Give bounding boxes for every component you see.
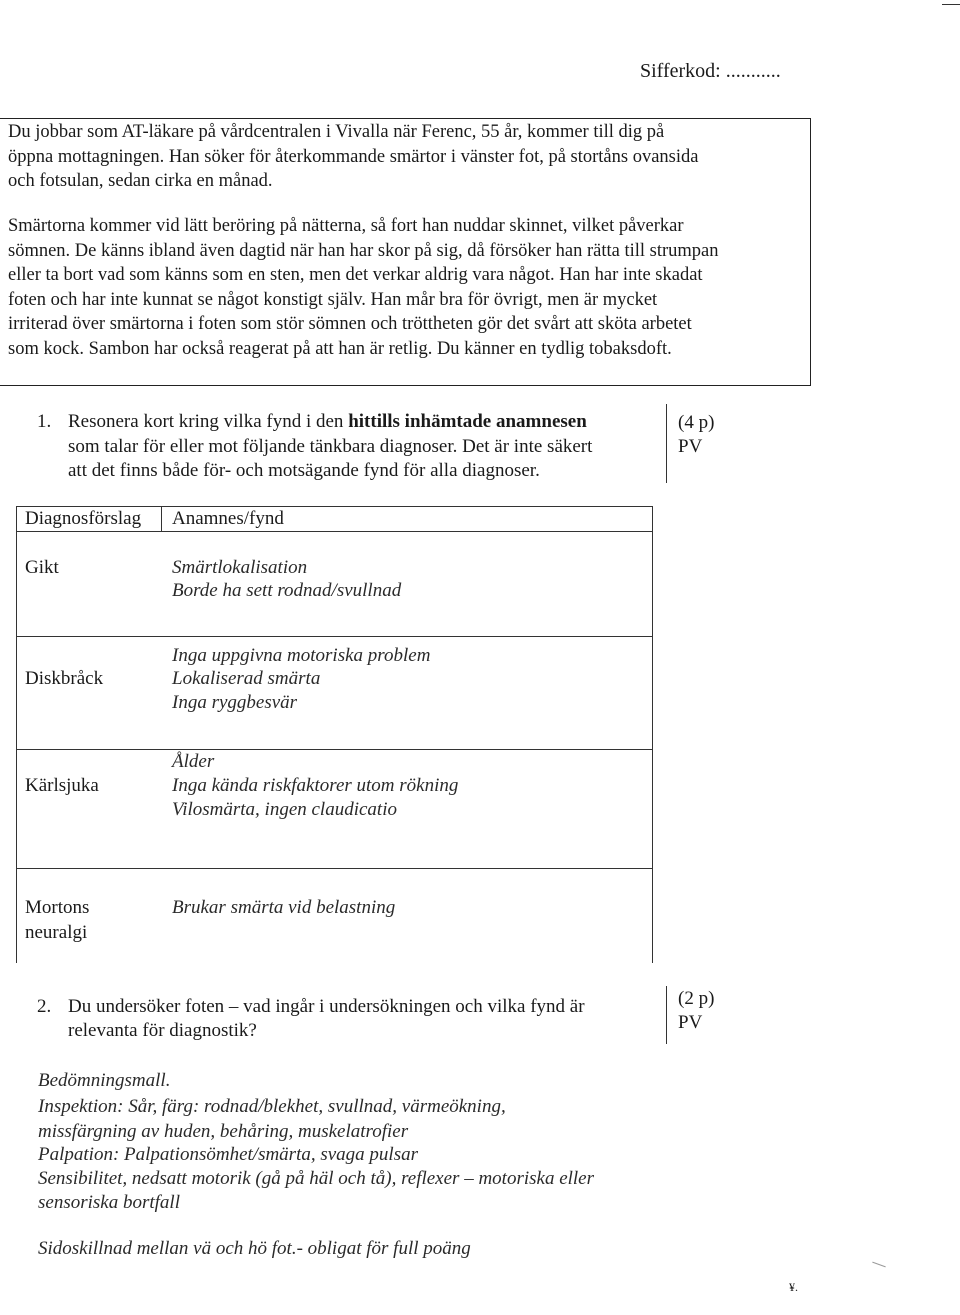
code-label: Sifferkod: ........... bbox=[640, 60, 781, 82]
table-border-right bbox=[652, 749, 653, 868]
table-header-findings: Anamnes/fynd bbox=[172, 508, 284, 529]
question-1-line: att det finns både för- och motsägande fynd för alla diagnoser. bbox=[68, 460, 540, 481]
finding-cell: Lokaliserad smärta bbox=[172, 668, 321, 689]
finding-cell: Inga kända riskfaktorer utom rökning bbox=[172, 775, 459, 796]
points-divider bbox=[666, 986, 667, 1044]
question-1-emphasis: hittills inhämtade anamnesen bbox=[348, 411, 587, 432]
case-line: irriterad över smärtorna i foten som stör sömnen och tröttheten gör det svårt att sköta arbetet bbox=[8, 314, 692, 334]
answer-note: Sidoskillnad mellan vä och hö fot.- obligat för full poäng bbox=[38, 1238, 471, 1259]
question-2-number: 2. bbox=[37, 996, 52, 1017]
case-line: eller ta bort vad som känns som en sten, men det verkar aldrig vara något. Han har inte skadat bbox=[8, 265, 703, 285]
question-2-line: Du undersöker foten – vad ingår i undersökningen och vilka fynd är bbox=[68, 996, 585, 1017]
case-line: sömnen. De känns ibland även dagtid när han har skor på sig, då försöker han rätta till strumpan bbox=[8, 241, 719, 261]
footer-mark: ¥. bbox=[789, 1280, 798, 1294]
question-1-pv: PV bbox=[678, 436, 703, 457]
table-border-left bbox=[16, 636, 17, 749]
case-line: Du jobbar som AT-läkare på vårdcentralen i Vivalla när Ferenc, 55 år, kommer till dig på bbox=[8, 122, 665, 142]
diagnosis-cell: Diskbråck bbox=[25, 668, 104, 689]
scan-speck bbox=[872, 1262, 885, 1268]
finding-cell: Brukar smärta vid belastning bbox=[172, 897, 396, 918]
diagnosis-cell: Kärlsjuka bbox=[25, 775, 99, 796]
table-border-left bbox=[16, 506, 17, 636]
question-1-number: 1. bbox=[37, 411, 52, 432]
case-line: Smärtorna kommer vid lätt beröring på nätterna, så fort han nuddar skinnet, vilket påverkar bbox=[8, 216, 684, 236]
question-1-line bbox=[68, 410, 587, 435]
finding-cell: Vilosmärta, ingen claudicatio bbox=[172, 799, 397, 820]
case-line: som kock. Sambon har också reagerat på att han är retlig. Du känner en tydlig tobaksdoft. bbox=[8, 339, 672, 359]
finding-cell: Smärtlokalisation bbox=[172, 557, 308, 578]
finding-cell: Borde ha sett rodnad/svullnad bbox=[172, 580, 402, 601]
answer-line: Palpation: Palpationsömhet/smärta, svaga pulsar bbox=[38, 1144, 418, 1165]
table-border-left bbox=[16, 868, 17, 963]
answer-line: missfärgning av huden, behåring, muskelatrofier bbox=[38, 1121, 409, 1142]
finding-cell: Inga ryggbesvär bbox=[172, 692, 298, 713]
case-line: och fotsulan, sedan cirka en månad. bbox=[8, 171, 273, 191]
answer-line: sensoriska bortfall bbox=[38, 1192, 180, 1213]
finding-cell: Ålder bbox=[172, 751, 215, 772]
case-line: öppna mottagningen. Han söker för återkommande smärtor i vänster fot, på stortåns ovansida bbox=[8, 147, 699, 167]
question-1-points: (4 p) bbox=[678, 412, 715, 433]
question-2-line: relevanta för diagnostik? bbox=[68, 1020, 257, 1041]
table-column-divider bbox=[161, 506, 162, 532]
diagnosis-cell: Mortons bbox=[25, 897, 90, 918]
finding-cell: Inga uppgivna motoriska problem bbox=[172, 645, 431, 666]
table-row-divider bbox=[16, 636, 652, 637]
case-line: foten och har inte kunnat se något konstigt själv. Han mår bra för övrigt, men är mycket bbox=[8, 290, 658, 310]
corner-mark bbox=[942, 4, 960, 5]
answer-line: Bedömningsmall. bbox=[38, 1070, 171, 1091]
question-1-text: Resonera kort kring vilka fynd i den bbox=[68, 411, 349, 432]
diagnosis-cell: Gikt bbox=[25, 557, 59, 578]
question-2-points: (2 p) bbox=[678, 988, 715, 1009]
table-border-right bbox=[652, 868, 653, 963]
points-divider bbox=[666, 404, 667, 483]
question-2-pv: PV bbox=[678, 1012, 703, 1033]
answer-line: Sensibilitet, nedsatt motorik (gå på häl och tå), reflexer – motoriska eller bbox=[38, 1168, 595, 1189]
table-border-right bbox=[652, 636, 653, 749]
answer-line: Inspektion: Sår, färg: rodnad/blekhet, svullnad, värmeökning, bbox=[38, 1096, 506, 1117]
table-row-divider bbox=[16, 868, 652, 869]
table-row-divider bbox=[16, 749, 652, 750]
question-1-line: som talar för eller mot följande tänkbara diagnoser. Det är inte säkert bbox=[68, 436, 593, 457]
table-border-left bbox=[16, 749, 17, 868]
diagnosis-cell: neuralgi bbox=[25, 922, 88, 943]
table-header-diagnosis: Diagnosförslag bbox=[25, 508, 142, 529]
table-border-right bbox=[652, 506, 653, 636]
